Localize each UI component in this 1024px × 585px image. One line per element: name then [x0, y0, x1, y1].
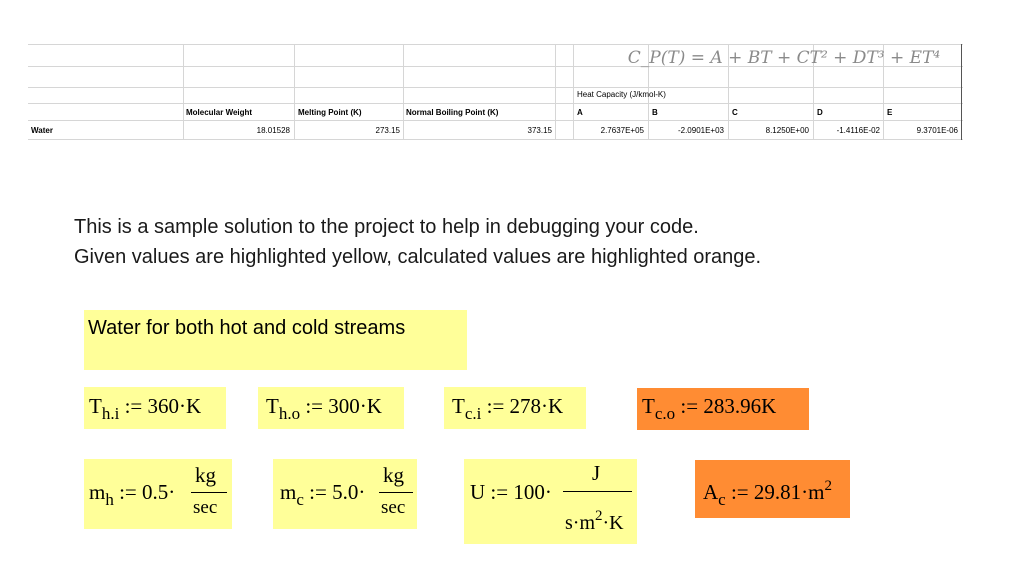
cell-coef-e: 9.3701E-06	[916, 126, 958, 135]
tc-in-definition: $T_{c.i}$ := 278·K	[452, 394, 564, 423]
tc-out-definition: $T_{c.o}$ := 283.96K	[642, 394, 777, 423]
cell-boiling-point: 373.15	[527, 126, 552, 135]
u-definition: U := 100·	[470, 480, 552, 504]
cell-coef-d: -1.4116E-02	[836, 126, 880, 135]
heat-capacity-equation: C_P(T) = A + BT + CT² + DT³ + ET⁴	[627, 48, 941, 68]
mc-definition: $m_c$ := 5.0·	[280, 480, 366, 509]
mh-unit-numerator: kg	[195, 463, 216, 487]
mh-unit-denominator: sec	[193, 497, 218, 518]
cell-coef-b: -2.0901E+03	[677, 126, 724, 135]
th-in-definition: $T_{h.i}$ := 360·K	[89, 394, 202, 423]
u-unit-numerator: J	[592, 461, 601, 485]
grid-line	[28, 139, 963, 140]
cell-molecular-weight: 18.01528	[256, 126, 290, 135]
cell-melting-point: 273.15	[375, 126, 400, 135]
mc-unit-numerator: kg	[383, 463, 404, 487]
mh-definition: $m_h$ := 0.5·	[89, 480, 176, 509]
ac-definition: $A_c$ := $29.81\cdot m^2$	[703, 478, 832, 509]
grid-line	[28, 44, 963, 45]
header-a: A	[577, 108, 583, 117]
header-molecular-weight: Molecular Weight	[186, 108, 253, 117]
mh-fraction-bar	[191, 492, 227, 493]
header-d: D	[817, 108, 823, 117]
u-fraction-bar	[563, 491, 632, 492]
cell-coef-a: 2.7637E+05	[600, 126, 644, 135]
header-melting-point: Melting Point (K)	[298, 108, 362, 117]
grid-line	[28, 103, 963, 104]
cell-coef-c: 8.1250E+00	[765, 126, 809, 135]
grid-line	[28, 87, 963, 88]
streams-title: Water for both hot and cold streams	[88, 317, 406, 339]
u-unit-denominator: $s\cdot m^2\cdot K$	[565, 508, 624, 534]
header-c: C	[732, 108, 738, 117]
spreadsheet	[28, 44, 963, 140]
row-name-water: Water	[31, 126, 53, 135]
description-line-2: Given values are highlighted yellow, calculated values are highlighted orange.	[74, 246, 762, 268]
grid-line	[555, 44, 556, 140]
heat-capacity-label: Heat Capacity (J/kmol-K)	[577, 90, 666, 99]
mc-fraction-bar	[379, 492, 413, 493]
grid-line	[28, 120, 963, 121]
header-e: E	[887, 108, 893, 117]
mc-unit-denominator: sec	[381, 497, 406, 518]
description-line-1: This is a sample solution to the project to help in debugging your code.	[74, 216, 699, 238]
th-out-definition: $T_{h.o}$ := 300·K	[266, 394, 382, 423]
header-boiling-point: Normal Boiling Point (K)	[406, 108, 499, 117]
header-b: B	[652, 108, 658, 117]
